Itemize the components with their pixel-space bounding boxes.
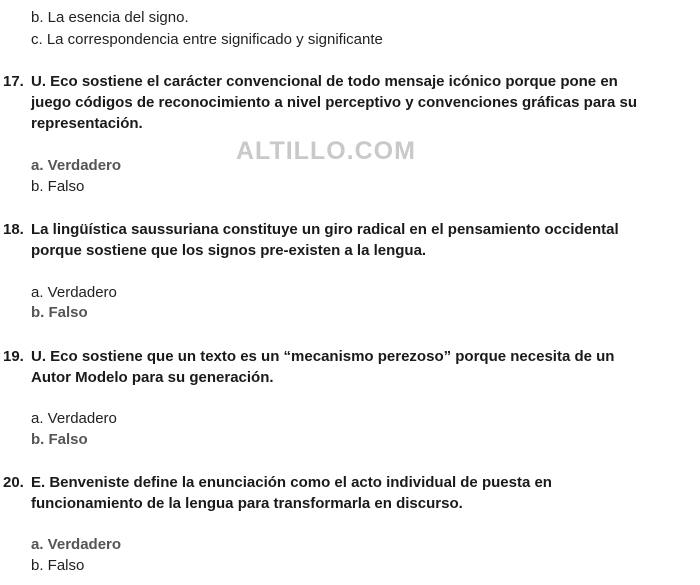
question-number: 20. [3, 474, 24, 491]
option-b-prev: b. La esencia del signo. [31, 9, 189, 26]
question-number: 17. [3, 73, 24, 90]
question-line: funcionamiento de la lengua para transformarla en discurso. [31, 495, 463, 512]
option-a-q20: a. Verdadero [31, 536, 122, 553]
question-text [31, 472, 686, 514]
question-line: juego códigos de reconocimiento a nivel perceptivo y convenciones gráficas para su [31, 94, 638, 111]
option-b-q18: b. Falso [31, 304, 88, 321]
question-text [31, 346, 686, 388]
question-line: U. Eco sostiene el carácter convencional de todo mensaje icónico porque pone en [31, 73, 618, 90]
option-b-q19: b. Falso [31, 431, 88, 448]
option-a-q18: a. Verdadero [31, 284, 117, 301]
question-number: 19. [3, 348, 24, 365]
watermark: ALTILLO.COM [236, 137, 416, 165]
question-line: porque sostiene que los signos pre-existen a la lengua. [31, 242, 427, 259]
question-text [31, 219, 686, 261]
option-b-q17: b. Falso [31, 178, 85, 195]
option-b-q20: b. Falso [31, 557, 85, 574]
question-text [31, 71, 686, 134]
option-a-q19: a. Verdadero [31, 410, 117, 427]
question-line: La lingüística saussuriana constituye un giro radical en el pensamiento occidental [31, 221, 619, 238]
option-a-q17: a. Verdadero [31, 157, 122, 174]
question-number: 18. [3, 221, 24, 238]
question-line: representación. [31, 115, 143, 132]
question-line: U. Eco sostiene que un texto es un “mecanismo perezoso” porque necesita de un [31, 348, 615, 365]
question-line: Autor Modelo para su generación. [31, 369, 274, 386]
question-line: E. Benveniste define la enunciación como el acto individual de puesta en [31, 474, 552, 491]
option-c-prev: c. La correspondencia entre significado y significante [31, 31, 383, 48]
